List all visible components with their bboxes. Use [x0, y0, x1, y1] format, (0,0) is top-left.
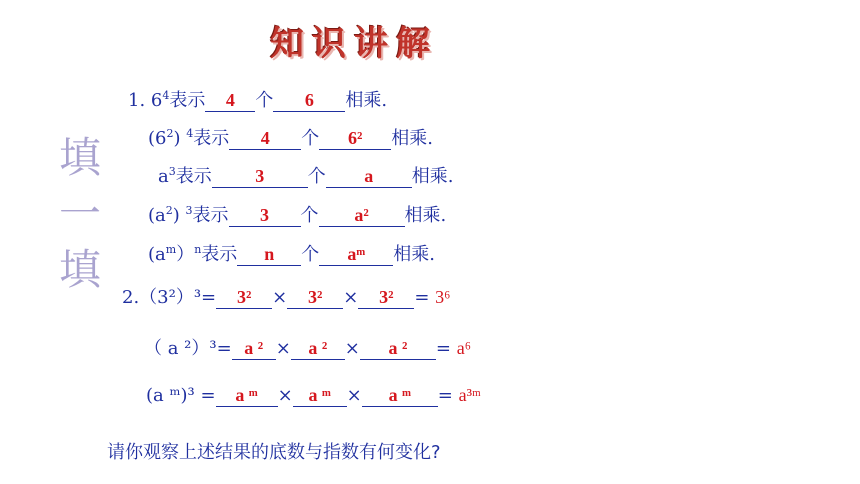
side-char: 填	[58, 245, 101, 294]
q1-line-5: $(a^m)^n$表示 n 个 aᵐ 相乘.	[148, 243, 436, 265]
q1-line-1: 1. $6^4$表示 4 个 6 相乘.	[128, 89, 388, 111]
side-char: 一	[58, 189, 101, 238]
answer-blank: 3	[212, 166, 308, 188]
answer-blank: 3²	[216, 287, 272, 309]
answer-blank: 4	[229, 128, 301, 150]
answer-blank: aᵐ	[319, 244, 393, 266]
answer-blank: a ²	[232, 338, 276, 360]
answer-blank: 3²	[287, 287, 343, 309]
answer-blank: 6	[273, 90, 345, 112]
result: a³ᵐ	[458, 385, 481, 405]
q1-line-3: $a^3$表示 3 个 a 相乘.	[158, 165, 454, 187]
answer-blank: 3	[229, 205, 301, 227]
answer-blank: a ²	[360, 338, 436, 360]
discussion-question: 请你观察上述结果的底数与指数有何变化?	[107, 442, 441, 463]
q2-line-3: (a ᵐ)³ = a ᵐ × a ᵐ × a ᵐ = a³ᵐ	[146, 385, 481, 406]
q2-line-2: （ a ²）³= a ² × a ² × a ² = a⁶	[144, 338, 471, 359]
page-title: 知识讲解	[270, 24, 438, 64]
answer-blank: a ²	[291, 338, 345, 360]
answer-blank: n	[237, 244, 301, 266]
q2-line-1: 2.（3²）³= 3² × 3² × 3² = 3⁶	[122, 287, 451, 308]
answer-blank: 3²	[358, 287, 414, 309]
q1-line-4: $(a^2)$ $^3$表示 3 个 a² 相乘.	[148, 204, 447, 226]
q1-line-2: $(6^2)$ $^4$表示 4 个 6² 相乘.	[148, 127, 433, 149]
answer-blank: 6²	[319, 128, 391, 150]
side-label	[55, 130, 105, 298]
answer-blank: 4	[205, 90, 255, 112]
answer-blank: a	[326, 166, 412, 188]
answer-blank: a ᵐ	[293, 385, 347, 407]
answer-blank: a ᵐ	[216, 385, 278, 407]
side-char: 填	[58, 133, 101, 182]
answer-blank: a ᵐ	[362, 385, 438, 407]
answer-blank: a²	[319, 205, 405, 227]
result: 3⁶	[435, 287, 451, 307]
result: a⁶	[456, 338, 471, 358]
